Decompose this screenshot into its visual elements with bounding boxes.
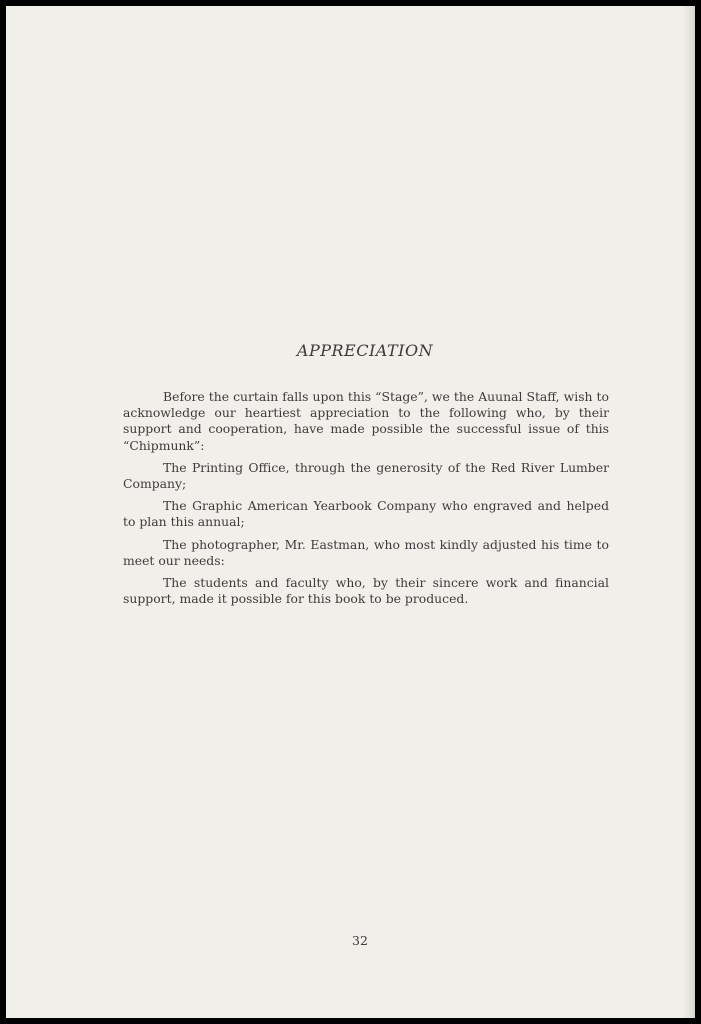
paragraph-printing-office: The Printing Office, through the generosity of the Red River Lumber Company; [123, 459, 609, 492]
page-edge-shadow [683, 6, 693, 1018]
body-text [123, 389, 609, 613]
paragraph-photographer: The photographer, Mr. Eastman, who most kindly adjusted his time to meet our needs: [123, 536, 609, 568]
paragraph-yearbook-company: The Graphic American Yearbook Company who engraved and helped to plan this annual; [123, 498, 609, 530]
document-page [6, 6, 695, 1018]
page-title: APPRECIATION [296, 341, 434, 360]
paragraph-students-faculty: The students and faculty who, by their sincere work and financial support, made it possible for this book to be produced. [123, 575, 609, 607]
page-number: 32 [352, 933, 368, 948]
paragraph-intro: Before the curtain falls upon this “Stage”, we the Auunal Staff, wish to acknowledge our heartiest appreciation to the following who, by their support and cooperation, have made possible the successful issue of this “Chipmunk”: [123, 389, 609, 453]
